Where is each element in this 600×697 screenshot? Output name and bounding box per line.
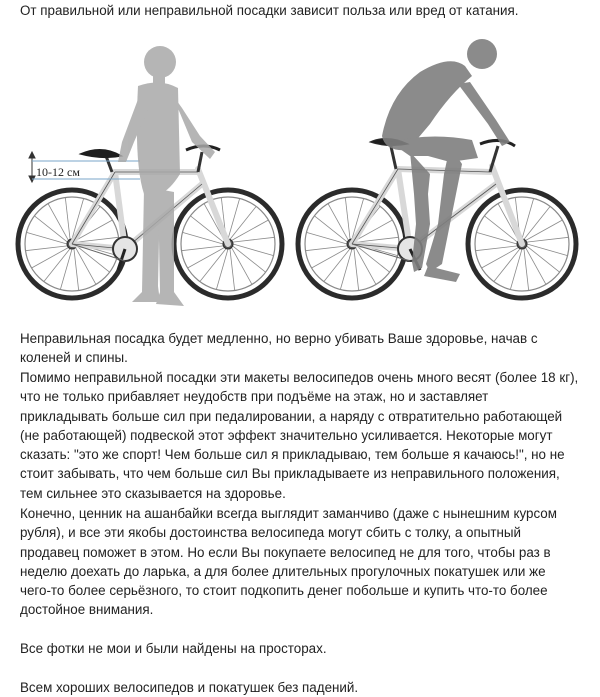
wheel-spoke [77,237,119,242]
wheel-spoke [340,249,352,290]
wheel-spoke [306,232,347,244]
paragraph-1: Неправильная посадка будет медленно, но верно убивать Ваше здоровье, начав с коленей и спины. [20,331,538,366]
wheel-spoke [182,232,223,244]
wheel-spoke [65,197,70,239]
wheel-spoke [522,198,534,239]
wheel-spoke [476,232,517,244]
paragraph-4: Все фотки не мои и были найдены на просторах. [20,641,327,656]
wheel-spoke [510,249,522,290]
wheel-spoke [305,246,347,251]
wheel-spoke [228,198,240,239]
wheel-spoke [60,249,72,290]
wheel-spoke [357,237,399,242]
wheel-spoke [233,244,274,256]
seat-height-label: 10-12 см [36,165,80,179]
paragraph-2: Помимо неправильной посадки эти макеты велосипедов очень много весят (более 18 кг), что не только прибавляет неудобств при подъёме на этаж, но и заставляет прикладывать больше сил при педалировании, а наряду с отвратительно работающей (не работающей) подвеской этот эффект значительно усиливается. Некоторые могут сказать: "это же спорт! Чем больше сил я прикладываю, тем больше я качаюсь!", но не стоит забывать, что чем больше сил Вы прикладываете из неправильного положения, тем сильнее это сказывается на здоровье. [20,370,579,501]
wheel-spoke [25,246,67,251]
wheel-spoke [233,237,275,242]
intro-text: От правильной или неправильной посадки зависит польза или вред от катания. [20,3,519,18]
left-saddle [80,149,122,157]
wheel-spoke [524,249,529,291]
wheel-spoke [74,249,79,291]
wheel-spoke [527,237,569,242]
bike-fit-illustration [10,24,590,314]
wheel-spoke [216,249,228,290]
wheel-spoke [230,249,235,291]
paragraph-3: Конечно, ценник на ашанбайки всегда выглядит заманчиво (даже с нынешним курсом рубля), и все эти якобы достоинства велосипеда могут сбить с толку, а опытный продавец поможет в этом. Но если Вы покупаете велосипед не для того, чтобы раз в неделю доехать до ларька, а для более длительных прогулочных покатушек или же чего-то более серьёзного, то стоит подкопить денег побольше и купить что-то более достойное внимания. [20,506,557,618]
wheel-spoke [26,232,67,244]
wheel-spoke [354,249,359,291]
wheel-spoke [345,197,350,239]
wheel-spoke [475,246,517,251]
wheel-spoke [527,244,568,256]
wheel-spoke [181,246,223,251]
paragraph-5: Всем хороших велосипедов и покатушек без падений. [20,680,359,695]
